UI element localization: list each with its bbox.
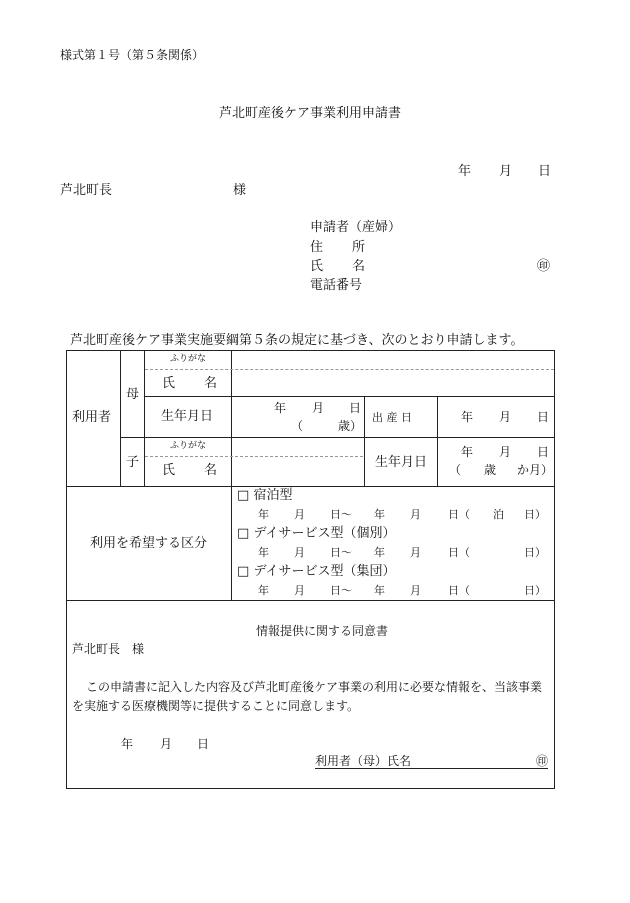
- child-label: 子: [126, 455, 140, 470]
- name-label-char1: 氏: [310, 259, 324, 274]
- delivery-day: 日: [537, 410, 550, 424]
- option-day-group-label: デイサービス型（集団）: [253, 564, 396, 579]
- applicant-phone-label: 電話番号: [310, 278, 363, 293]
- period-end-day: 日（: [448, 546, 470, 559]
- checkbox-lodging[interactable]: □: [237, 488, 250, 503]
- period-end-month: 月: [410, 546, 421, 559]
- mother-label: 母: [126, 387, 140, 402]
- period-end-year: 年: [374, 584, 385, 597]
- consent-addressee: 芦北町長 様: [72, 642, 145, 656]
- document-title: 芦北町産後ケア事業利用申請書: [219, 106, 402, 121]
- consent-body-line1: この申請書に記入した内容及び芦北町産後ケア事業の利用に必要な情報を、当該事業: [86, 680, 543, 694]
- child-age-years: 歳: [484, 463, 497, 477]
- child-birth-label: 生年月日: [375, 455, 428, 470]
- child-name-field[interactable]: [232, 458, 363, 485]
- mother-birth-year: 年: [274, 401, 287, 415]
- period-end-year: 年: [374, 508, 385, 521]
- child-birth-day: 日: [537, 445, 550, 459]
- period-days: 日）: [524, 546, 546, 559]
- addressee: 芦北町長: [60, 183, 113, 198]
- mother-name-field[interactable]: [232, 371, 554, 395]
- addressee-honorific: 様: [233, 183, 247, 198]
- option-day-individual[interactable]: [237, 526, 396, 541]
- child-birth-year: 年: [461, 445, 474, 459]
- period-end-day: 日（: [448, 584, 470, 597]
- period-days: 日）: [524, 584, 546, 597]
- consent-date-year: 年: [121, 737, 134, 751]
- option-lodging[interactable]: [237, 488, 292, 503]
- option-lodging-label: 宿泊型: [253, 488, 293, 503]
- mother-age-close: 歳）: [338, 419, 363, 433]
- period-start-year: 年: [258, 584, 269, 597]
- mother-birth-label: 生年月日: [161, 409, 214, 424]
- period-end-year: 年: [374, 546, 385, 559]
- delivery-date-label: 出 産 日: [372, 411, 412, 424]
- name-label-char2: 名: [351, 259, 365, 274]
- checkbox-day-group[interactable]: □: [237, 564, 250, 579]
- period-start-day: 日～: [330, 584, 352, 597]
- period-start-month: 月: [294, 508, 305, 521]
- child-age-open: （: [449, 463, 462, 477]
- date-year: 年: [458, 164, 472, 179]
- option-day-individual-label: デイサービス型（個別）: [253, 526, 396, 541]
- mother-name-label: [162, 376, 217, 391]
- mother-birth-day: 日: [349, 401, 362, 415]
- consent-signature-label: 利用者（母）氏名: [315, 754, 412, 768]
- consent-date-month: 月: [160, 737, 173, 751]
- period-start-year: 年: [258, 508, 269, 521]
- delivery-year: 年: [461, 410, 474, 424]
- child-age-months: か月）: [517, 463, 554, 477]
- period-end-month: 月: [410, 508, 421, 521]
- mother-name-char1: 氏: [162, 376, 176, 391]
- signature-underline: [315, 768, 548, 769]
- period-start-day: 日～: [330, 546, 352, 559]
- mother-name-char2: 名: [203, 376, 217, 391]
- consent-body-line2: を実施する医療機関等に提供することに同意します。: [72, 699, 360, 713]
- intro-text: 芦北町産後ケア事業実施要綱第５条の規定に基づき、次のとおり申請します。: [70, 333, 524, 348]
- category-label: 利用を希望する区分: [90, 536, 208, 551]
- period-start-year: 年: [258, 546, 269, 559]
- period-end-day: 日（: [448, 508, 470, 521]
- consent-signature-field[interactable]: [430, 752, 530, 766]
- mother-age-open: （: [291, 419, 304, 433]
- address-label-char1: 住: [310, 240, 324, 255]
- period-start-month: 月: [294, 546, 305, 559]
- mother-birth-month: 月: [312, 401, 325, 415]
- applicant-seal: ㊞: [537, 259, 551, 274]
- checkbox-day-individual[interactable]: □: [237, 526, 250, 541]
- period-nights: 泊: [493, 508, 504, 521]
- option-day-group[interactable]: [237, 564, 396, 579]
- address-label-char2: 所: [351, 240, 365, 255]
- applicant-address-label: [310, 240, 365, 255]
- period-days: 日）: [524, 508, 546, 521]
- mother-furigana-label: ふりがな: [170, 354, 207, 364]
- child-birth-month: 月: [499, 445, 512, 459]
- user-label: 利用者: [72, 410, 112, 425]
- period-start-month: 月: [294, 584, 305, 597]
- child-furigana-label: ふりがな: [170, 441, 207, 451]
- form-number: 様式第１号（第５条関係）: [60, 48, 205, 62]
- applicant-name-label: [310, 259, 365, 274]
- applicant-label: 申請者（産婦）: [310, 220, 402, 235]
- consent-title: 情報提供に関する同意書: [256, 624, 389, 638]
- consent-seal: ㊞: [536, 754, 549, 768]
- child-name-char1: 氏: [162, 463, 176, 478]
- period-start-day: 日～: [330, 508, 352, 521]
- date-day: 日: [538, 164, 552, 179]
- child-name-char2: 名: [203, 463, 217, 478]
- consent-date-day: 日: [197, 737, 210, 751]
- delivery-month: 月: [499, 410, 512, 424]
- child-name-label: [162, 463, 217, 478]
- date-month: 月: [499, 164, 513, 179]
- period-end-month: 月: [410, 584, 421, 597]
